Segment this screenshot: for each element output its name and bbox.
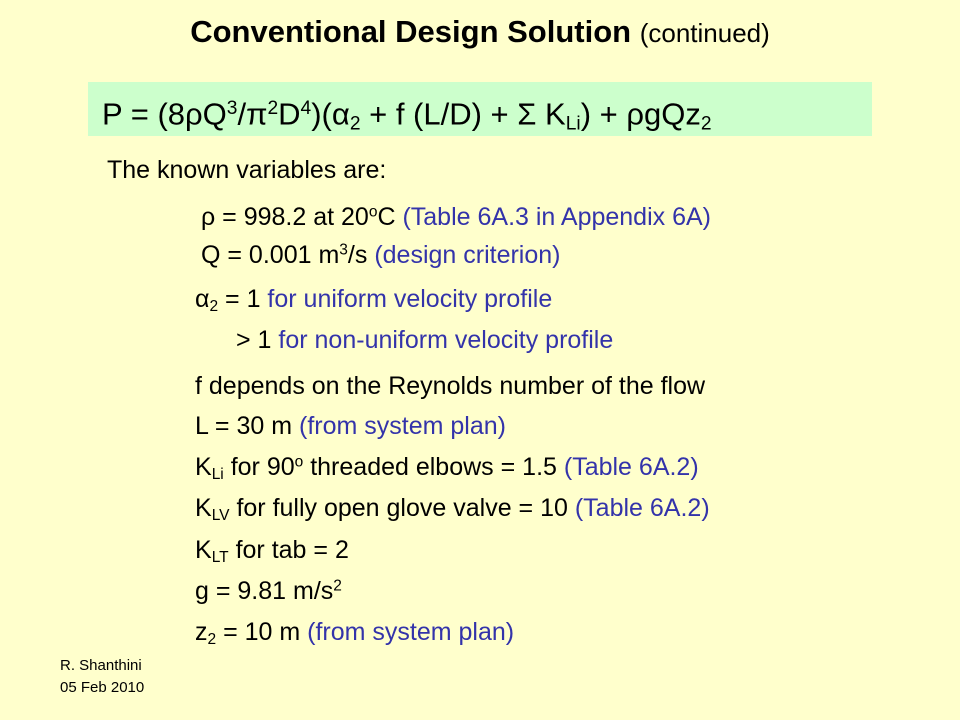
kli-note: (Table 6A.2) [563, 453, 699, 481]
kli-rest: threaded elbows = 1.5 [303, 453, 564, 481]
l-note: (from system plan) [299, 412, 506, 440]
q-line [201, 241, 561, 270]
q-text: Q = 0.001 m [201, 241, 340, 269]
degree-sup: o [294, 453, 304, 471]
slide-title [0, 14, 960, 50]
q-sup: 3 [339, 241, 348, 259]
footer-date: 05 Feb 2010 [60, 679, 145, 696]
kli-line [195, 453, 699, 484]
intro-text: The known variables are: [107, 156, 387, 184]
q-note: (design criterion) [374, 241, 561, 269]
klt-line [195, 536, 349, 567]
eq-part: ) + ρgQz [580, 96, 701, 132]
degree-sup: o [368, 203, 378, 221]
power-equation [88, 82, 872, 136]
eq-part: /π [237, 96, 268, 132]
kli-sub: Li [211, 465, 224, 483]
z-line [195, 618, 514, 649]
z-text: = 10 m [216, 618, 308, 646]
kli-text: for 90 [223, 453, 295, 481]
rho-line [201, 203, 711, 232]
klv-sub: LV [211, 506, 230, 524]
footer [60, 655, 144, 699]
klt-symbol: K [195, 536, 212, 564]
rho-text: ρ = 998.2 at 20 [201, 203, 369, 231]
g-text: g = 9.81 m/s [195, 577, 334, 605]
alpha-nonuniform-line [236, 326, 613, 355]
footer-author: R. Shanthini [60, 657, 142, 674]
alpha-sub: 2 [209, 297, 219, 315]
z-note: (from system plan) [307, 618, 515, 646]
eq-part: P = (8ρQ [102, 96, 227, 132]
eq-part: D [278, 96, 301, 132]
eq-sub: 2 [349, 113, 361, 135]
eq-sub: 2 [700, 113, 712, 135]
eq-sup: 3 [226, 98, 238, 119]
eq-sub: Li [565, 113, 581, 135]
z-sub: 2 [207, 630, 217, 648]
eq-sup: 4 [300, 98, 312, 119]
klt-text: for tab = 2 [228, 536, 349, 564]
q-unit: /s [347, 241, 375, 269]
alpha-uniform-line [195, 285, 552, 316]
alpha2-text: > 1 [236, 326, 279, 354]
l-line [195, 412, 506, 441]
alpha-symbol: α [195, 285, 210, 313]
title-subtitle: (continued) [639, 18, 770, 48]
title-main: Conventional Design Solution [190, 14, 632, 49]
eq-sup: 2 [267, 98, 279, 119]
kli-symbol: K [195, 453, 212, 481]
l-text: L = 30 m [195, 412, 299, 440]
alpha2-note: for non-uniform velocity profile [278, 326, 614, 354]
g-sup: 2 [333, 577, 342, 595]
g-line [195, 577, 342, 606]
klv-text: for fully open glove valve = 10 [229, 494, 575, 522]
alpha-note: for uniform velocity profile [267, 285, 553, 313]
eq-part: + f (L/D) + Σ K [360, 96, 566, 132]
z-symbol: z [195, 618, 208, 646]
alpha-text: = 1 [218, 285, 268, 313]
klv-line [195, 494, 710, 525]
klv-note: (Table 6A.2) [574, 494, 710, 522]
f-line: f depends on the Reynolds number of the flow [195, 372, 706, 400]
klv-symbol: K [195, 494, 212, 522]
rho-note: (Table 6A.3 in Appendix 6A) [402, 203, 711, 231]
rho-unit: C [377, 203, 403, 231]
eq-part: )(α [311, 96, 350, 132]
klt-sub: LT [211, 548, 229, 566]
